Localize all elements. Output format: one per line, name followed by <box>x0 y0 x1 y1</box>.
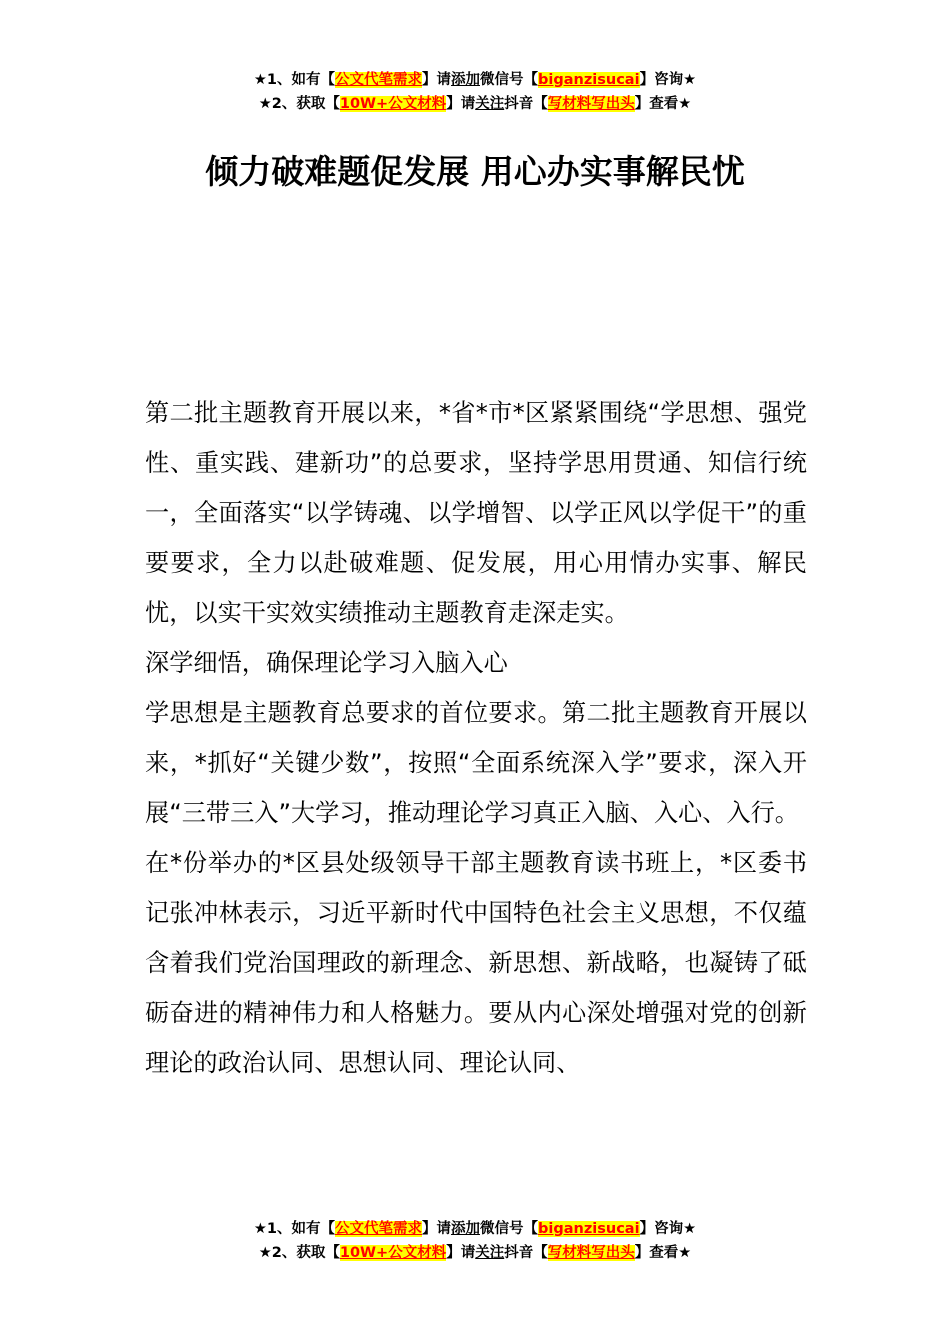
service-highlight: 公文代笔需求 <box>335 72 423 88</box>
douyin-account-highlight: 写材料写出头 <box>547 96 635 112</box>
header-banner <box>0 68 950 116</box>
banner-line-1: ★1、如有【公文代笔需求】请添加微信号【biganzisucai】咨询★ <box>253 1221 697 1237</box>
service-highlight: 公文代笔需求 <box>335 1221 423 1237</box>
paragraph-study: 学思想是主题教育总要求的首位要求。第二批主题教育开展以来，*抓好“关键少数”，按照“全面系统深入学”要求，深入开展“三带三入”大学习，推动理论学习真正入脑、入心、入行。 <box>145 699 807 827</box>
paragraph-reading-class: 在*份举办的*区县处级领导干部主题教育读书班上，*区委书记张冲林表示，习近平新时代中国特色社会主义思想，不仅蕴含着我们党治国理政的新理念、新思想、新战略，也凝铸了砥砺奋进的精神伟力和人格魅力。要从内心深处增强对党的创新理论的政治认同、思想认同、理论认同、 <box>145 849 807 1077</box>
wechat-id-highlight: biganzisucai <box>538 1221 640 1237</box>
banner-line-1: ★1、如有【公文代笔需求】请添加微信号【biganzisucai】咨询★ <box>253 72 697 88</box>
paragraph-intro: 第二批主题教育开展以来，*省*市*区紧紧围绕“学思想、强党性、重实践、建新功”的总要求，坚持学思用贯通、知信行统一，全面落实“以学铸魂、以学增智、以学正风以学促干”的重要要求，全力以赴破难题、促发展，用心用情办实事、解民忧，以实干实效实绩推动主题教育走深走实。 <box>145 399 807 627</box>
document-body <box>145 388 807 1088</box>
banner-line-2: ★2、获取【10W+公文材料】请关注抖音【写材料写出头】查看★ <box>258 96 692 112</box>
douyin-account-highlight: 写材料写出头 <box>547 1245 635 1261</box>
wechat-id-highlight: biganzisucai <box>538 72 640 88</box>
section-heading: 深学细悟，确保理论学习入脑入心 <box>145 649 508 677</box>
footer-banner <box>0 1217 950 1265</box>
materials-highlight: 10W+公文材料 <box>339 96 447 112</box>
page-title: 倾力破难题促发展 用心办实事解民忧 <box>205 152 745 191</box>
banner-line-2: ★2、获取【10W+公文材料】请关注抖音【写材料写出头】查看★ <box>258 1245 692 1261</box>
materials-highlight: 10W+公文材料 <box>339 1245 447 1261</box>
